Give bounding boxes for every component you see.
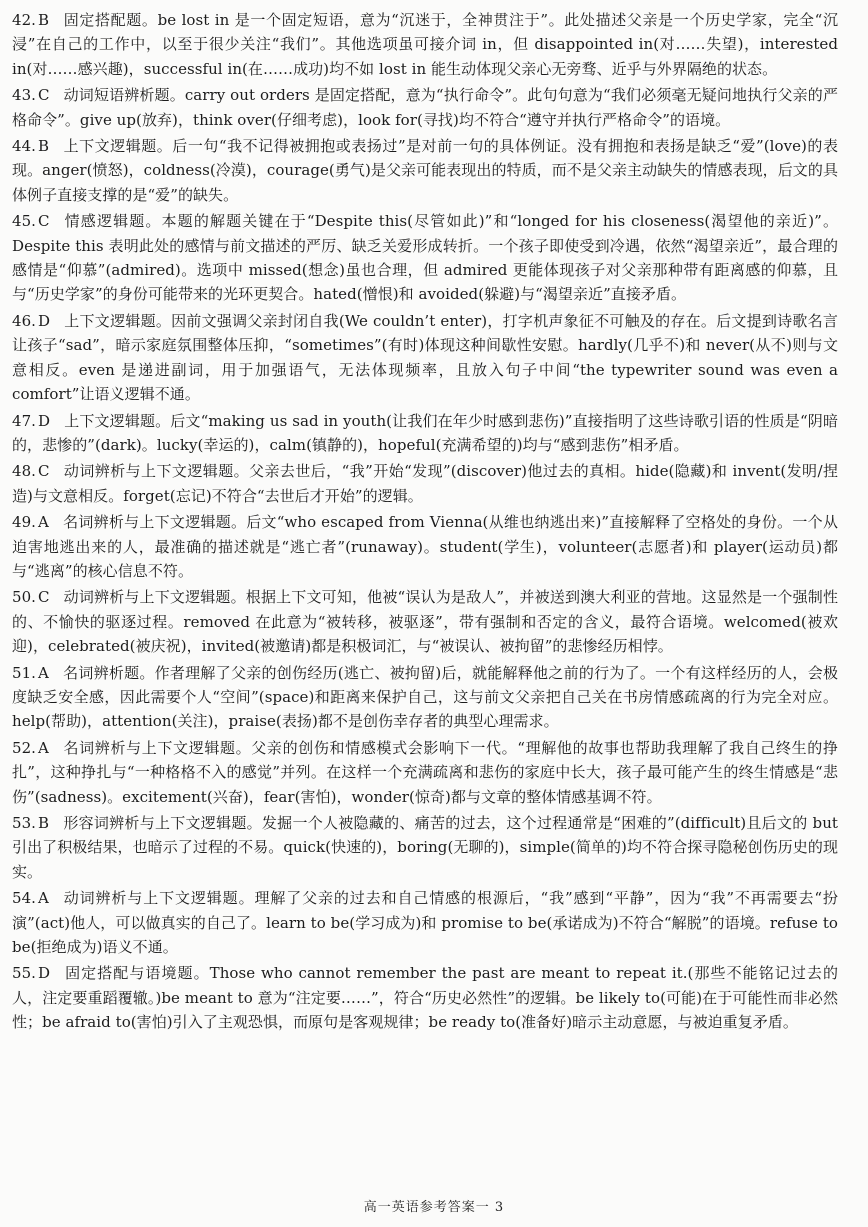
explanation-text: 固定搭配与语境题。Those who cannot remember the past are meant to repeat it.(那些不能铭记过去的人，注定要重蹈覆辙。)be meant to 意为“注定要……”，符合“历史必然性”的逻辑。be likely to(可能)在于可能性而非必然性；be afraid to(害怕)引入了主观恐惧，而原句是客观规律；be ready to(准备好)暗示主动意愿，与被迫重复矛盾。 bbox=[12, 964, 838, 1032]
answer-letter: B bbox=[38, 814, 50, 832]
answer-letter: C bbox=[38, 462, 50, 481]
question-number: 45. bbox=[12, 212, 37, 231]
answer-item-51 bbox=[12, 661, 838, 734]
page-footer: 高一英语参考答案一 3 bbox=[363, 1200, 505, 1215]
answer-letter: A bbox=[38, 663, 49, 682]
answer-item-42 bbox=[12, 8, 838, 81]
explanation-text: 名词辨析与上下文逻辑题。后文“who escaped from Vienna(从维也纳逃出来)”直接解释了空格处的身份。一个从迫害地逃出来的人，最准确的描述就是“逃亡者”(runaway)。student(学生)，volunteer(志愿者)和 player(运动员)都与“逃离”的核心信息不符。 bbox=[12, 513, 838, 580]
answer-item-46 bbox=[12, 309, 838, 407]
answer-item-50 bbox=[12, 585, 838, 658]
question-number: 50. bbox=[12, 588, 37, 607]
answer-item-45 bbox=[12, 209, 838, 307]
answer-item-54 bbox=[12, 886, 838, 959]
answer-item-53 bbox=[12, 811, 838, 884]
answer-letter: B bbox=[38, 11, 50, 29]
explanation-text: 名词辨析题。作者理解了父亲的创伤经历(逃亡、被拘留)后，就能解释他之前的行为了。一个有这样经历的人，会极度缺乏安全感，因此需要个人“空间”(space)和距离来保护自己，这与前文父亲把自己关在书房情感疏离的行为完全对应。help(帮助)，attention(关注)，praise(表扬)都不是创伤幸存者的典型心理需求。 bbox=[12, 663, 838, 731]
explanation-text: 动词短语辨析题。carry out orders 是固定搭配，意为“执行命令”。此句句意为“我们必须毫无疑问地执行父亲的严格命令”。give up(放弃)，think over(仔细考虑)，look for(寻找)均不符合“遵守并执行严格命令”的语境。 bbox=[12, 86, 838, 129]
question-number: 46. bbox=[12, 311, 37, 330]
explanation-text: 动词辨析与上下文逻辑题。理解了父亲的过去和自己情感的根源后，“我”感到“平静”，因为“我”不再需要去“扮演”(act)他人，可以做真实的自己了。learn to be(学习成为)和 promise to be(承诺成为)不符合“解脱”的语境。refuse to be(拒绝成为)语义不通。 bbox=[12, 889, 838, 957]
explanation-text: 上下文逻辑题。后文“making us sad in youth(让我们在年少时感到悲伤)”直接指明了这些诗歌引语的性质是“阴暗的，悲惨的”(dark)。lucky(幸运的)，calm(镇静的)，hopeful(充满希望的)均与“感到悲伤”相矛盾。 bbox=[12, 411, 838, 454]
answer-item-49 bbox=[12, 510, 838, 583]
answer-letter: C bbox=[38, 212, 50, 231]
answer-letter: D bbox=[38, 411, 51, 430]
explanation-text: 固定搭配题。be lost in 是一个固定短语，意为“沉迷于，全神贯注于”。此处描述父亲是一个历史学家，完全“沉浸”在自己的工作中，以至于很少关注“我们”。其他选项虽可接介词 in，但 disappointed in(对……失望)，interested in(对……感兴趣)，successful in(在……成功)均不如 lost in 能生动体现父亲心无旁骛、近乎与外界隔绝的状态。 bbox=[12, 11, 838, 78]
explanation-text: 形容词辨析与上下文逻辑题。发掘一个人被隐藏的、痛苦的过去，这个过程通常是“困难的”(difficult)且后文的 but 引出了积极结果，也暗示了过程的不易。quick(快速的)，boring(无聊的)，simple(简单的)均不符合探寻隐秘创伤历史的现实。 bbox=[12, 814, 838, 881]
explanation-text: 上下文逻辑题。因前文强调父亲封闭自我(We couldn’t enter)，打字机声象征不可触及的存在。后文提到诗歌名言让孩子“sad”，暗示家庭氛围整体压抑，“sometimes”(有时)体现这种间歇性安慰。hardly(几乎不)和 never(从不)则与文意相反。even 是递进副词，用于加强语气，无法体现频率，且放入句子中间“the typewriter sound was even a comfort”让语义逻辑不通。 bbox=[12, 311, 838, 404]
answer-letter: B bbox=[38, 137, 50, 156]
answer-letter: A bbox=[38, 513, 49, 532]
question-number: 52. bbox=[12, 738, 37, 757]
question-number: 47. bbox=[12, 411, 37, 430]
answer-item-44 bbox=[12, 134, 838, 207]
answer-item-52 bbox=[12, 736, 838, 809]
answer-letter: D bbox=[38, 311, 51, 330]
answer-list bbox=[12, 8, 838, 1037]
explanation-text: 动词辨析与上下文逻辑题。根据上下文可知，他被“误认为是敌人”，并被送到澳大利亚的营地。这显然是一个强制性的、不愉快的驱逐过程。removed 在此意为“被转移，被驱逐”，带有强制和否定的含义，最符合语境。welcomed(被欢迎)，celebrated(被庆祝)，invited(被邀请)都是积极词汇，与“被误认、被拘留”的悲惨经历相悖。 bbox=[12, 588, 838, 656]
question-number: 55. bbox=[12, 964, 37, 983]
explanation-text: 名词辨析与上下文逻辑题。父亲的创伤和情感模式会影响下一代。“理解他的故事也帮助我理解了我自己终生的挣扎”，这种挣扎与“一种格格不入的感觉”并列。在这样一个充满疏离和悲伤的家庭中长大，孩子最可能产生的终生情感是“悲伤”(sadness)。excitement(兴奋)，fear(害怕)，wonder(惊奇)都与文章的整体情感基调不符。 bbox=[12, 738, 838, 806]
question-number: 51. bbox=[12, 663, 37, 682]
answer-letter: A bbox=[38, 889, 49, 908]
explanation-text: 情感逻辑题。本题的解题关键在于“Despite this(尽管如此)”和“longed for his closeness(渴望他的亲近)”。Despite this 表明此处的感情与前文描述的严厉、缺乏关爱形成转折。一个孩子即使受到冷遇，依然“渴望亲近”，最合理的感情是“仰慕”(admired)。选项中 missed(想念)虽也合理，但 admired 更能体现孩子对父亲那种带有距离感的仰慕，且与“历史学家”的身份可能带来的光环更契合。hated(憎恨)和 avoided(躲避)与“渴望亲近”直接矛盾。 bbox=[12, 212, 838, 304]
explanation-text: 动词辨析与上下文逻辑题。父亲去世后，“我”开始“发现”(discover)他过去的真相。hide(隐藏)和 invent(发明/捏造)与文意相反。forget(忘记)不符合“去世后才开始”的逻辑。 bbox=[12, 462, 838, 505]
question-number: 42. bbox=[12, 11, 37, 29]
question-number: 48. bbox=[12, 462, 37, 481]
question-number: 53. bbox=[12, 814, 37, 832]
answer-item-43 bbox=[12, 83, 838, 132]
answer-letter: C bbox=[38, 588, 50, 607]
question-number: 43. bbox=[12, 86, 37, 105]
answer-letter: C bbox=[38, 86, 50, 105]
question-number: 44. bbox=[12, 137, 37, 156]
answer-letter: D bbox=[38, 964, 51, 983]
answer-item-47 bbox=[12, 409, 838, 458]
answer-item-55 bbox=[12, 961, 838, 1034]
explanation-text: 上下文逻辑题。后一句“我不记得被拥抱或表扬过”是对前一句的具体例证。没有拥抱和表扬是缺乏“爱”(love)的表现。anger(愤怒)，coldness(冷漠)，courage(勇气)是父亲可能表现出的特质，而不是父亲主动缺失的情感表现，后文的具体例子直接支撑的是“爱”的缺失。 bbox=[12, 137, 838, 204]
question-number: 49. bbox=[12, 513, 37, 532]
answer-item-48 bbox=[12, 459, 838, 508]
question-number: 54. bbox=[12, 889, 37, 908]
answer-letter: A bbox=[38, 738, 49, 757]
